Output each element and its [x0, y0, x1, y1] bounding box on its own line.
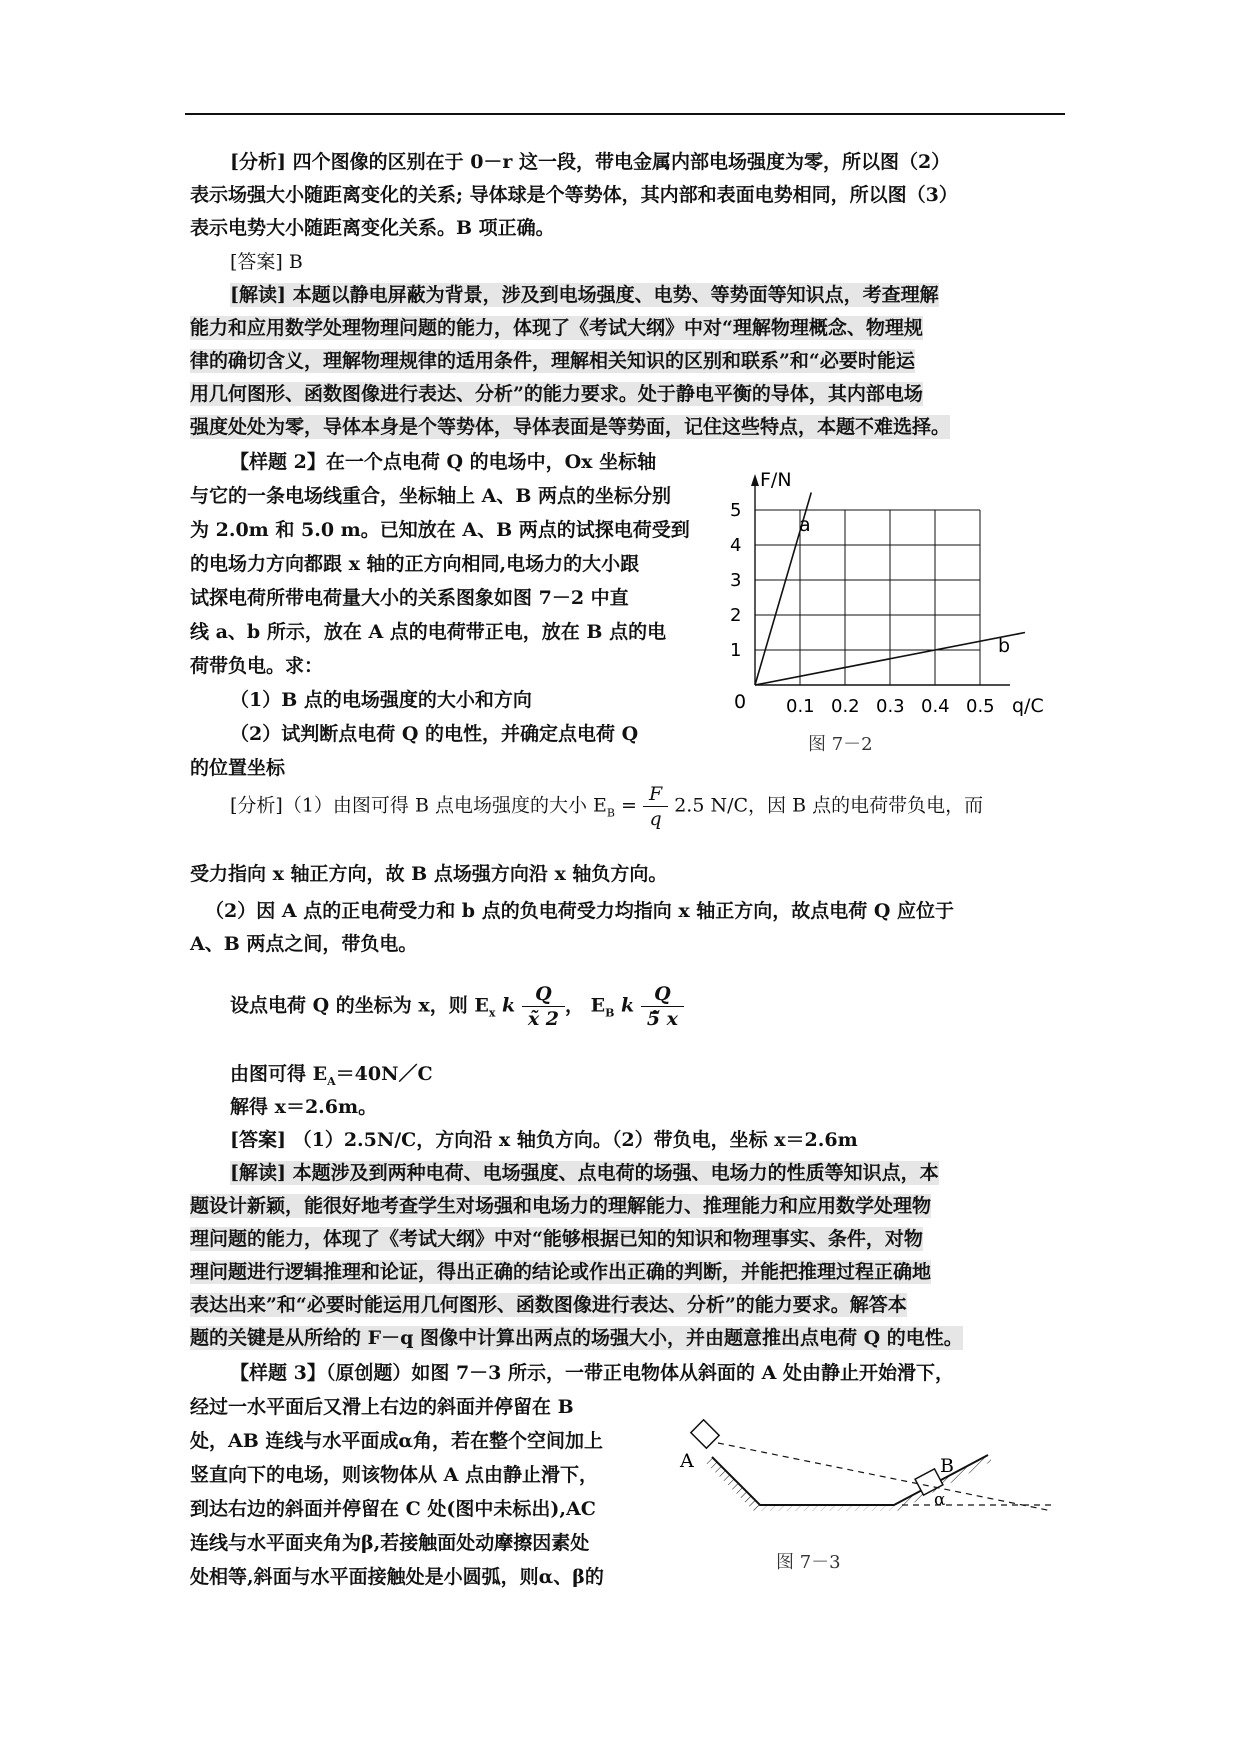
- x-tick-label-3: 0.4: [921, 696, 950, 717]
- k-const-2: k: [621, 994, 635, 1017]
- numerator: F: [643, 782, 668, 807]
- reading2-line-6: 题的关键是从所给的 F－q 图像中计算出两点的场强大小，并由题意推出点电荷 Q 的电性。: [190, 1327, 963, 1349]
- q2-line-1: 【样题 2】在一个点电荷 Q 的电场中，Ox 坐标轴: [230, 451, 657, 473]
- reading2-line-4: 理问题进行逻辑推理和论证，得出正确的结论或作出正确的判断，并能把推理过程正确地: [190, 1261, 932, 1283]
- reading1-line-4: 用几何图形、函数图像进行表达、分析”的能力要求。处于静电平衡的导体，其内部电场: [190, 383, 923, 405]
- x-tick-label-1: 0.2: [831, 696, 860, 717]
- reading1-line-5: 强度处处为零，导体本身是个等势体，导体表面是等势面，记住这些特点，本题不难选择。: [190, 416, 951, 438]
- floor-hatch: [760, 1505, 894, 1511]
- numerator-1: Q: [522, 982, 565, 1007]
- q3-line-5: 到达右边的斜面并停留在 C 处(图中未标出),AC: [190, 1498, 596, 1520]
- numerator-2: Q: [641, 982, 684, 1007]
- q2-line-8: （1）B 点的电场强度的大小和方向: [230, 689, 532, 711]
- x-tick-label-4: 0.5: [966, 696, 995, 717]
- q3-line-3: 处，AB 连线与水平面成α角，若在整个空间加上: [190, 1430, 604, 1452]
- equation-text: 设点电荷 Q 的坐标为 x，则 E: [230, 994, 489, 1017]
- figure-7-3-diagram: [672, 1405, 1072, 1550]
- ab-dashed-line: [718, 1443, 1052, 1511]
- ea-text: 由图可得 E: [230, 1063, 328, 1085]
- y-axis-arrow: [751, 474, 759, 486]
- equation-mid: ， E: [564, 994, 606, 1017]
- y-tick-label-1: 2: [730, 605, 742, 626]
- y-axis-label: F/N: [760, 469, 792, 491]
- analysis-line-2: 表示场强大小随距离变化的关系; 导体球是个等势体，其内部和表面电势相同，所以图（3）: [190, 184, 958, 206]
- reading2-line-2: 题设计新颖，能很好地考查学生对场强和电场力的理解能力、推理能力和应用数学处理物: [190, 1195, 932, 1217]
- reading2-line-5: 表达出来”和“必要时能运用几何图形、函数图像进行表达、分析”的能力要求。解答本: [190, 1294, 907, 1316]
- figure-7-2-chart: [720, 460, 1060, 730]
- label-a: A: [680, 1450, 694, 1472]
- subscript-a: A: [327, 1074, 336, 1088]
- line-b-label: b: [998, 635, 1011, 657]
- k-const-1: k: [502, 994, 516, 1017]
- solution-text-post: 2.5 N/C，因 B 点的电荷带负电，而: [674, 794, 984, 817]
- solution-line-1: [分析]（1）由图可得 B 点电场强度的大小 $E_B$ = $\frac{F}{q}$ 2.5 N/C，因 B 点的电荷带负电，而: [230, 783, 984, 830]
- q3-line-1: 【样题 3】（原创题）如图 7－3 所示，一带正电物体从斜面的 A 处由静止开始滑下，: [230, 1362, 954, 1384]
- fraction-q-2: [641, 982, 684, 1031]
- fraction-q-1: [522, 982, 565, 1031]
- solution-line-2: 受力指向 x 轴正方向，故 B 点场强方向沿 x 轴负方向。: [190, 863, 668, 885]
- equation-line: [230, 982, 684, 1031]
- q2-line-4: 的电场力方向都跟 x 轴的正方向相同,电场力的大小跟: [190, 553, 640, 575]
- q2-line-6: 线 a、b 所示，放在 A 点的电荷带正电，放在 B 点的电: [190, 621, 667, 643]
- q2-line-5: 试探电荷所带电荷量大小的关系图象如图 7－2 中直: [190, 587, 629, 609]
- figure-7-3-caption: 图 7－3: [776, 1552, 841, 1573]
- q2-line-2: 与它的一条电场线重合，坐标轴上 A、B 两点的坐标分别: [190, 485, 672, 507]
- subscript-x: x: [488, 1006, 496, 1020]
- analysis-line-1: [分析] 四个图像的区别在于 0－r 这一段，带电金属内部电场强度为零，所以图（2）: [230, 151, 951, 173]
- x-tick-label-2: 0.3: [876, 696, 905, 717]
- q2-line-7: 荷带负电。求：: [190, 655, 324, 677]
- line-a-label: a: [799, 514, 811, 536]
- solve-line: 解得 x＝2.6m。: [230, 1096, 378, 1118]
- subscript-b2: B: [605, 1006, 615, 1020]
- q2-line-9: （2）试判断点电荷 Q 的电性，并确定点电荷 Q: [230, 723, 639, 745]
- header-rule: [185, 113, 1065, 115]
- x-axis-label: q/C: [1012, 695, 1044, 717]
- x-tick-label-0: 0.1: [786, 696, 815, 717]
- reading1-line-3: 律的确切含义，理解物理规律的适用条件，理解相关知识的区别和联系”和“必要时能运: [190, 350, 915, 372]
- label-alpha: α: [934, 1490, 946, 1510]
- block-a: [691, 1420, 719, 1448]
- denominator-1: x̃ 2: [527, 1008, 559, 1030]
- answer-1: [答案] B: [230, 251, 303, 273]
- answer-2: [答案] （1）2.5N/C，方向沿 x 轴负方向。（2）带负电，坐标 x＝2.6m: [230, 1129, 858, 1151]
- ea-line: [230, 1062, 433, 1094]
- origin-label: 0: [734, 691, 747, 713]
- reading1-line-1: [解读] 本题以静电屏蔽为背景，涉及到电场强度、电势、等势面等知识点，考查理解: [230, 284, 939, 306]
- solution-line-3: （2）因 A 点的正电荷受力和 b 点的负电荷受力均指向 x 轴正方向，故点电荷 Q 应位于: [205, 900, 955, 922]
- reading2-line-1: [解读] 本题涉及到两种电荷、电场强度、点电荷的场强、电场力的性质等知识点，本: [230, 1162, 939, 1184]
- ea-value: ＝40N／C: [335, 1063, 433, 1085]
- figure-7-2-caption: 图 7－2: [808, 734, 873, 755]
- fraction-f-over-q: [643, 782, 668, 831]
- solution-text: [分析]（1）由图可得 B 点电场强度的大小 E: [230, 794, 607, 817]
- denominator-2: 5̃ x: [646, 1008, 678, 1030]
- reading2-line-3: 理问题的能力，体现了《考试大纲》中对“能够根据已知的知识和物理事实、条件，对物: [190, 1228, 923, 1250]
- y-tick-label-3: 4: [730, 535, 742, 556]
- reading1-line-2: 能力和应用数学处理物理问题的能力，体现了《考试大纲》中对“理解物理概念、物理规: [190, 317, 923, 339]
- left-slope-hatch: [706, 1457, 760, 1511]
- y-tick-label-0: 1: [730, 640, 742, 661]
- q3-line-6: 连线与水平面夹角为β,若接触面处动摩擦因素处: [190, 1532, 590, 1554]
- subscript-b: B: [606, 806, 615, 820]
- q2-line-3: 为 2.0m 和 5.0 m。已知放在 A、B 两点的试探电荷受到: [190, 519, 690, 541]
- y-tick-label-4: 5: [730, 500, 742, 521]
- q3-line-7: 处相等,斜面与水平面接触处是小圆弧，则α、β的: [190, 1566, 604, 1588]
- q3-line-4: 竖直向下的电场，则该物体从 A 点由静止滑下，: [190, 1464, 598, 1486]
- analysis-line-3: 表示电势大小随距离变化关系。B 项正确。: [190, 217, 555, 239]
- solution-line-4: A、B 两点之间，带负电。: [190, 933, 418, 955]
- q3-line-2: 经过一水平面后又滑上右边的斜面并停留在 B: [190, 1396, 574, 1418]
- q2-line-10: 的位置坐标: [190, 757, 286, 779]
- denominator: q: [649, 808, 662, 830]
- y-tick-label-2: 3: [730, 570, 742, 591]
- label-b: B: [940, 1455, 954, 1477]
